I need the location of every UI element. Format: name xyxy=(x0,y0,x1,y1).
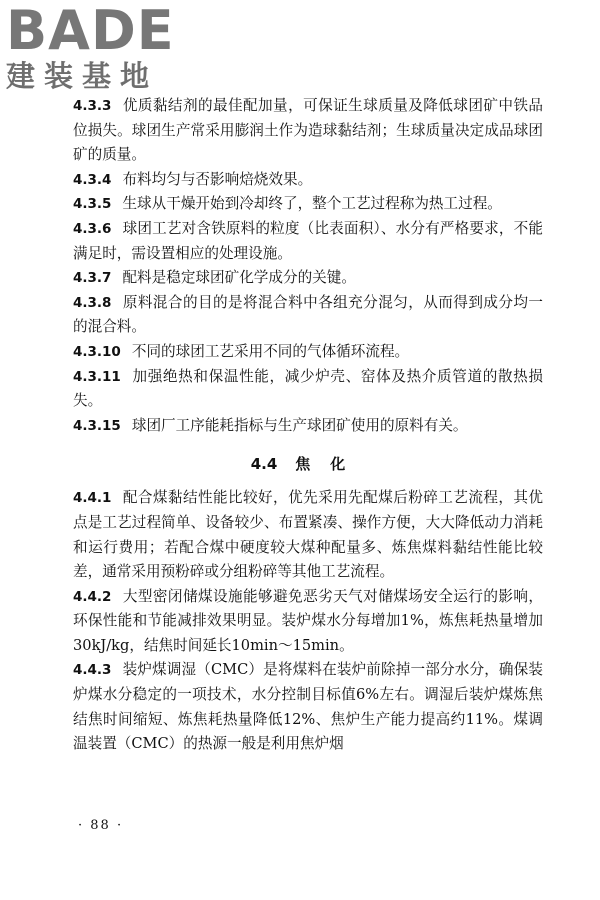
clause-number: 4.4.2 xyxy=(73,588,112,605)
page-number: · 88 · xyxy=(78,818,124,833)
clause-number: 4.3.8 xyxy=(73,294,112,311)
clause-number: 4.4.3 xyxy=(73,662,112,679)
clause-text: 生球从干燥开始到冷却终了，整个工艺过程称为热工过程。 xyxy=(122,195,502,213)
clause-number: 4.3.5 xyxy=(73,196,112,213)
clause-4-4-2 xyxy=(73,585,543,659)
clause-number: 4.3.11 xyxy=(73,368,121,385)
clause-4-3-8 xyxy=(73,291,543,340)
clause-4-3-15 xyxy=(73,414,543,439)
clause-number: 4.4.1 xyxy=(73,490,112,507)
clause-4-3-5 xyxy=(73,192,543,217)
clause-text: 大型密闭储煤设施能够避免恶劣天气对储煤场安全运行的影响，环保性能和节能减排效果明显。装炉煤水分每增加1%，炼焦耗热量增加30kJ/kg，结焦时间延长10min～15min。 xyxy=(73,587,543,654)
clause-4-3-4 xyxy=(73,168,543,193)
logo-subtitle: 建装基地 xyxy=(6,59,159,93)
clause-text: 优质黏结剂的最佳配加量，可保证生球质量及降低球团矿中铁品位损失。球团生产常采用膨润土作为造球黏结剂；生球质量决定成品球团矿的质量。 xyxy=(73,97,543,164)
clause-4-3-6 xyxy=(73,217,543,266)
section-heading-coking xyxy=(73,452,543,476)
clause-text: 布料均匀与否影响焙烧效果。 xyxy=(122,170,313,188)
clause-number: 4.3.10 xyxy=(73,343,121,360)
clause-text: 装炉煤调湿（CMC）是将煤料在装炉前除掉一部分水分，确保装炉煤水分稳定的一项技术，水分控制目标值6%左右。调湿后装炉煤炼焦结焦时间缩短、炼焦耗热量降低12%、焦炉生产能力提高约11%。煤调温装置（CMC）的热源一般是利用焦炉烟 xyxy=(73,661,543,753)
clause-4-3-10 xyxy=(73,340,543,365)
clause-4-4-1 xyxy=(73,486,543,584)
section-title: 焦化 xyxy=(295,455,366,474)
clause-number: 4.3.6 xyxy=(73,220,112,237)
clause-text: 配料是稳定球团矿化学成分的关键。 xyxy=(122,269,356,287)
logo-wordmark: BADE xyxy=(6,0,175,62)
document-body xyxy=(73,94,543,757)
clause-text: 不同的球团工艺采用不同的气体循环流程。 xyxy=(131,342,410,360)
clause-text: 配合煤黏结性能比较好，优先采用先配煤后粉碎工艺流程，其优点是工艺过程简单、设备较少、布置紧凑、操作方便，大大降低动力消耗和运行费用；若配合煤中硬度较大煤种配量多、炼焦煤料黏结性能比较差，通常采用预粉碎或分组粉碎等其他工艺流程。 xyxy=(73,489,543,581)
clause-text: 原料混合的目的是将混合料中各组充分混匀，从而得到成分均一的混合料。 xyxy=(73,293,543,336)
clause-text: 球团厂工序能耗指标与生产球团矿使用的原料有关。 xyxy=(131,416,468,434)
clause-4-3-3 xyxy=(73,94,543,168)
clause-text: 球团工艺对含铁原料的粒度（比表面积）、水分有严格要求，不能满足时，需设置相应的处理设施。 xyxy=(73,219,543,262)
clause-text: 加强绝热和保温性能，减少炉壳、窑体及热介质管道的散热损失。 xyxy=(73,367,543,410)
section-number: 4.4 xyxy=(250,455,278,474)
clause-number: 4.3.3 xyxy=(73,98,112,114)
clause-number: 4.3.7 xyxy=(73,270,112,287)
bade-logo xyxy=(6,0,181,94)
clause-number: 4.3.4 xyxy=(73,171,112,188)
clause-number: 4.3.15 xyxy=(73,417,121,434)
clause-4-3-7 xyxy=(73,266,543,291)
clause-4-4-3 xyxy=(73,658,543,756)
clause-4-3-11 xyxy=(73,365,543,414)
